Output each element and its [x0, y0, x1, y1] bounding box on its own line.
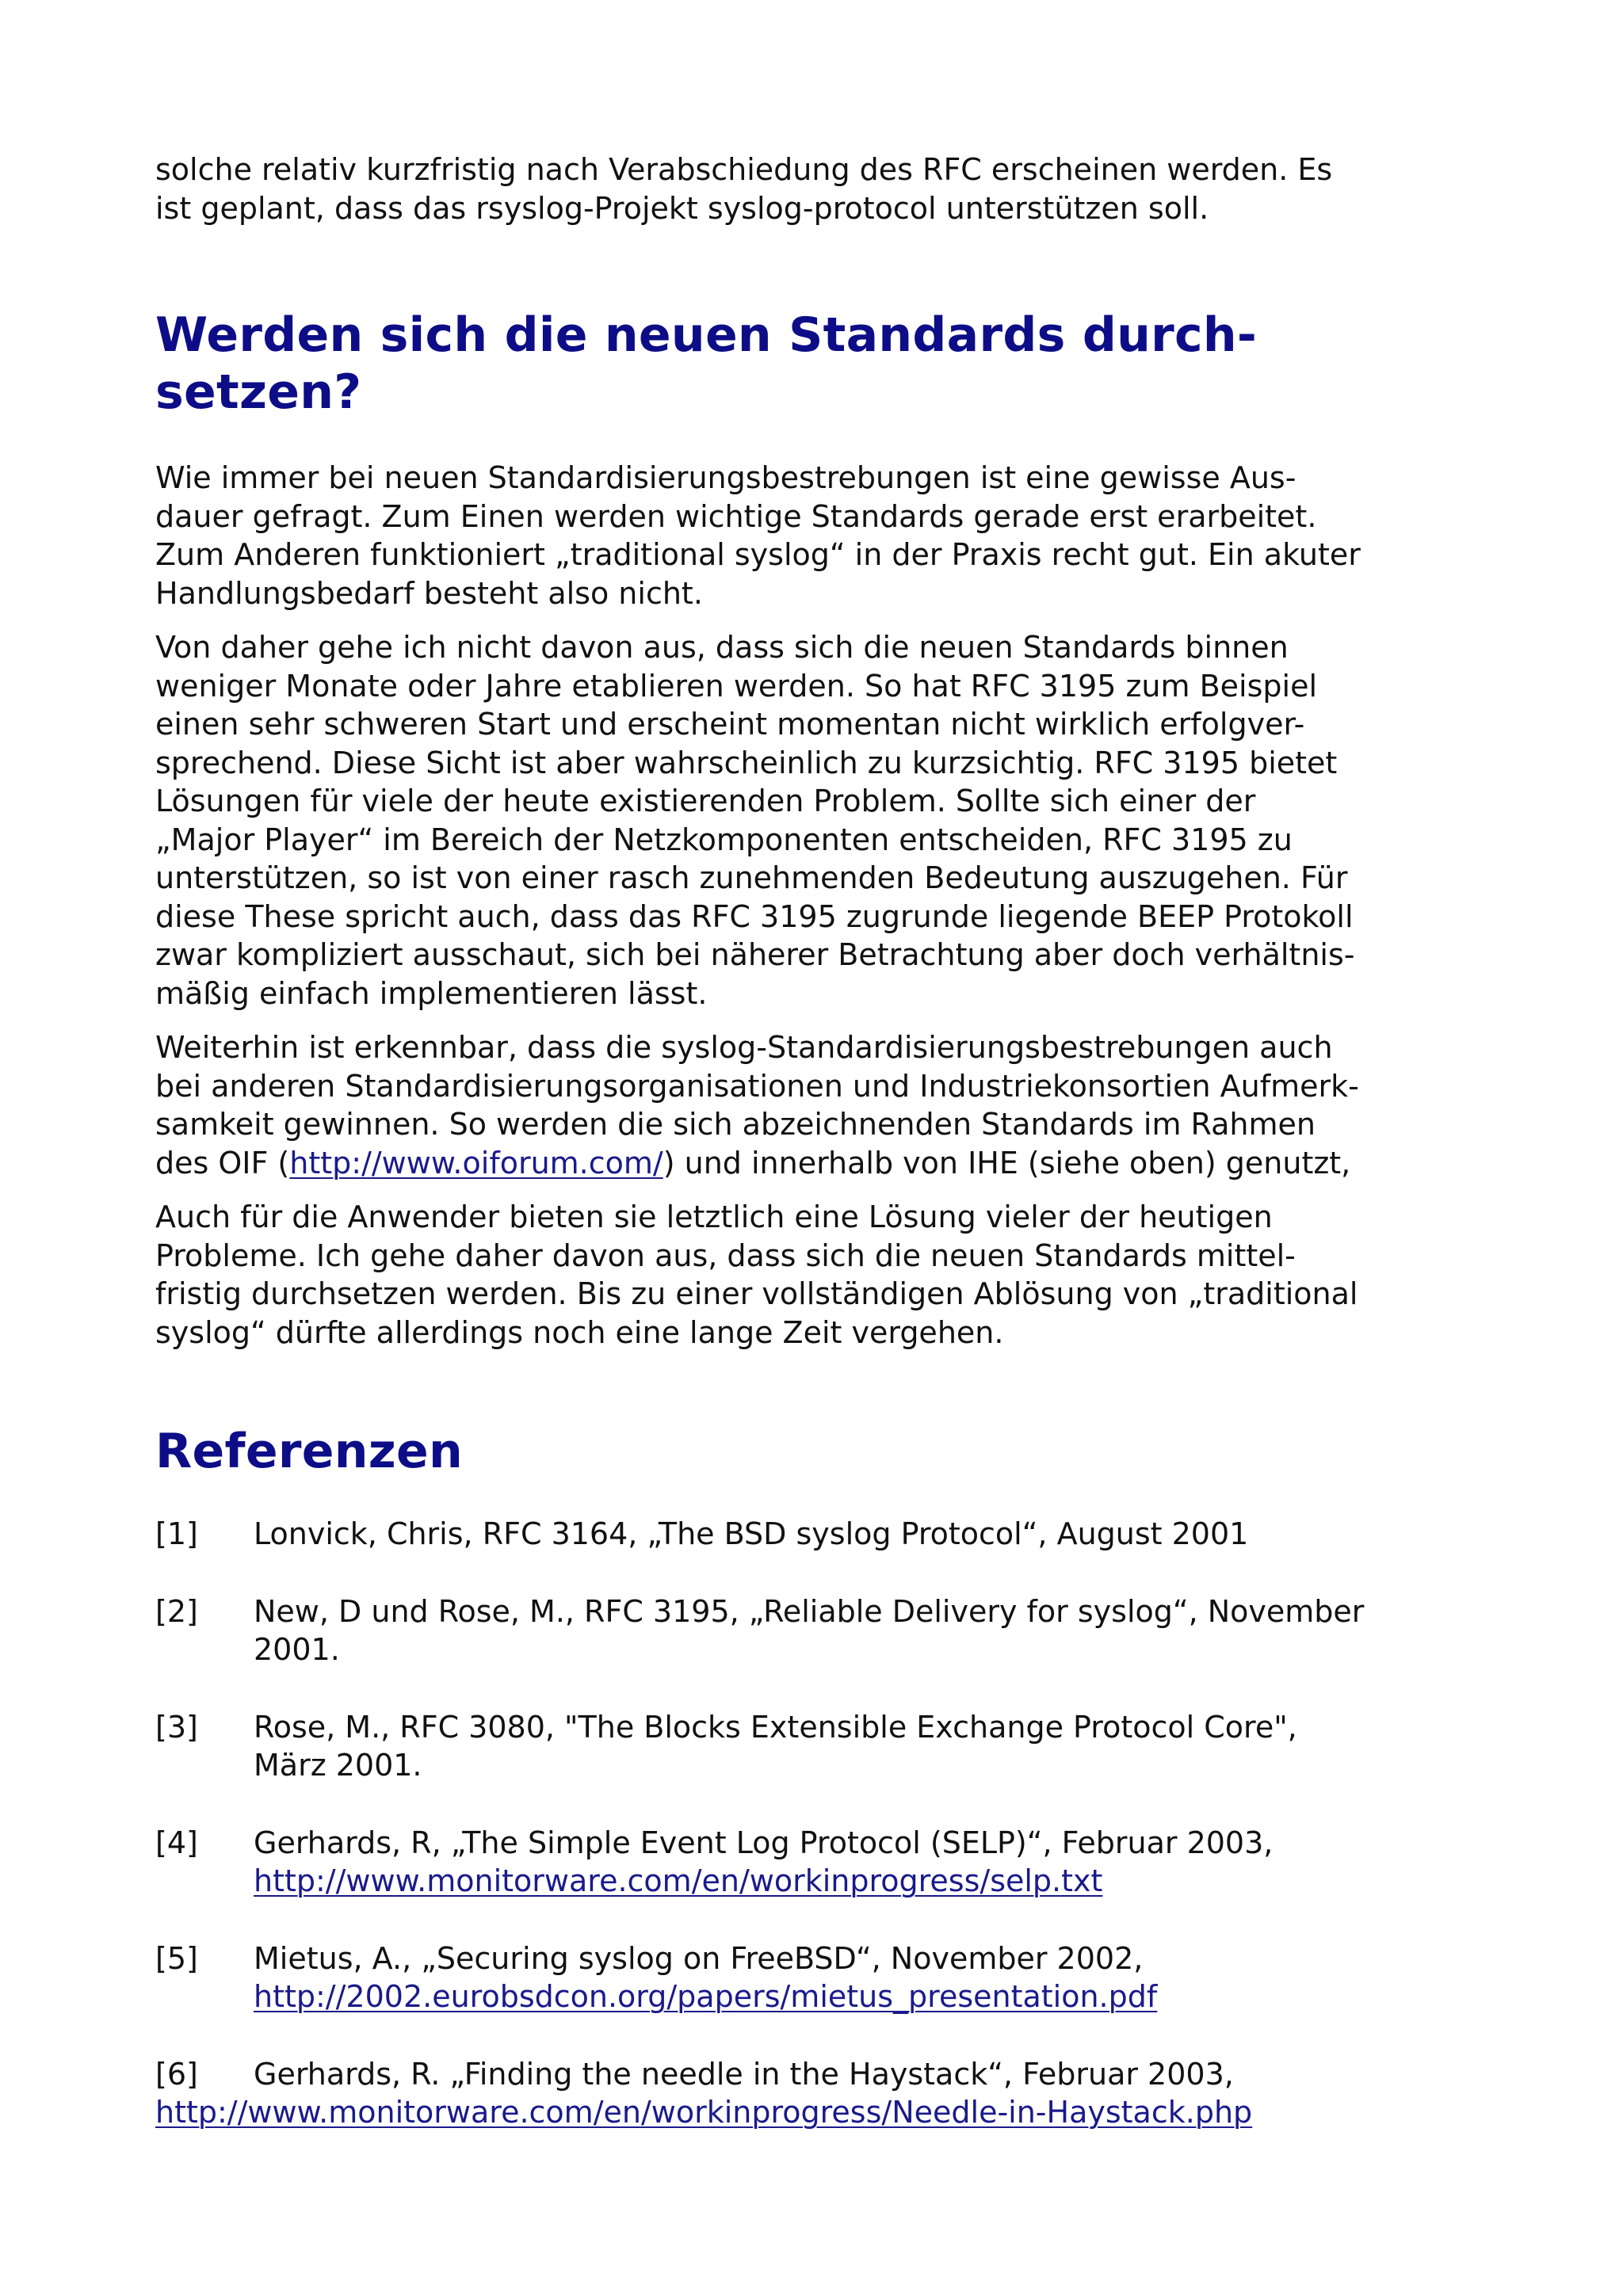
text-line: solche relativ kurzfristig nach Verabschiedung des RFC erscheinen werden. Es — [155, 152, 1333, 187]
text-line: Probleme. Ich gehe daher davon aus, dass sich die neuen Standards mittel- — [155, 1238, 1296, 1273]
text-line: syslog“ dürfte allerdings noch eine lange Zeit vergehen. — [155, 1314, 1004, 1350]
reference-number: [1] — [155, 1516, 198, 1551]
section-heading-standards — [155, 307, 1487, 421]
reference-item-4 — [155, 1824, 1487, 1901]
oiforum-link[interactable]: http://www.oiforum.com/ — [289, 1145, 663, 1180]
text-line: „Major Player“ im Bereich der Netzkomponenten entscheiden, RFC 3195 zu — [155, 822, 1293, 857]
reference-item-6 — [155, 2055, 1487, 2132]
reference-number: [5] — [155, 1940, 198, 1976]
heading-line: Werden sich die neuen Standards durch- — [155, 307, 1258, 363]
reference-link-line — [155, 2093, 1487, 2132]
reference-number: [2] — [155, 1593, 198, 1629]
paragraph-1 — [155, 459, 1487, 612]
text-line: Handlungsbedarf besteht also nicht. — [155, 575, 703, 611]
text-segment: des OIF ( — [155, 1145, 290, 1180]
reference-text: 2001. — [254, 1632, 340, 1667]
reference-number: [6] — [155, 2056, 198, 2092]
reference-text: Lonvick, Chris, RFC 3164, „The BSD syslog Protocol“, August 2001 — [254, 1516, 1249, 1551]
text-line: Zum Anderen funktioniert „traditional syslog“ in der Praxis recht gut. Ein akuter — [155, 537, 1361, 572]
reference-text: Gerhards, R. „Finding the needle in the Haystack“, Februar 2003, — [254, 2056, 1234, 2092]
text-line: fristig durchsetzen werden. Bis zu einer vollständigen Ablösung von „traditional — [155, 1276, 1358, 1311]
text-line: Lösungen für viele der heute existierenden Problem. Sollte sich einer der — [155, 784, 1256, 818]
reference-number: [4] — [155, 1825, 198, 1860]
reference-item-3 — [155, 1708, 1487, 1785]
text-line: Von daher gehe ich nicht davon aus, dass sich die neuen Standards binnen — [155, 630, 1289, 665]
text-line: unterstützen, so ist von einer rasch zunehmenden Bedeutung auszugehen. Für — [155, 860, 1348, 895]
reference-link-line — [254, 1978, 1487, 2016]
reference-text: März 2001. — [254, 1748, 422, 1783]
reference-link-line — [254, 1862, 1487, 1901]
section-heading-references: Referenzen — [155, 1424, 464, 1479]
intro-paragraph — [155, 151, 1487, 227]
reference-number: [3] — [155, 1709, 198, 1745]
document-page — [155, 151, 1487, 2171]
text-line: diese These spricht auch, dass das RFC 3195 zugrunde liegende BEEP Protokoll — [155, 898, 1354, 934]
text-line: mäßig einfach implementieren lässt. — [155, 975, 708, 1011]
text-line: Wie immer bei neuen Standardisierungsbestrebungen ist eine gewisse Aus- — [155, 460, 1296, 495]
reference-item-5 — [155, 1939, 1487, 2016]
reference-item-1 — [155, 1515, 1487, 1554]
text-line — [155, 1144, 1487, 1183]
text-line: dauer gefragt. Zum Einen werden wichtige Standards gerade erst erarbeitet. — [155, 498, 1317, 534]
reference-item-2 — [155, 1592, 1487, 1669]
reference-text: New, D und Rose, M., RFC 3195, „Reliable Delivery for syslog“, November — [254, 1593, 1365, 1629]
heading-line: setzen? — [155, 364, 362, 420]
reference-text: Gerhards, R, „The Simple Event Log Protocol (SELP)“, Februar 2003, — [254, 1825, 1274, 1860]
text-segment: ) und innerhalb von IHE (siehe oben) genutzt, — [663, 1145, 1351, 1180]
text-line: Weiterhin ist erkennbar, dass die syslog-Standardisierungsbestrebungen auch — [155, 1030, 1333, 1065]
reference-text: Rose, M., RFC 3080, "The Blocks Extensible Exchange Protocol Core", — [254, 1709, 1297, 1745]
needle-in-haystack-link[interactable]: http://www.monitorware.com/en/workinprogress/Needle-in-Haystack.php — [155, 2095, 1253, 2130]
paragraph-3 — [155, 1028, 1487, 1182]
paragraph-4 — [155, 1198, 1487, 1352]
text-line: sprechend. Diese Sicht ist aber wahrscheinlich zu kurzsichtig. RFC 3195 bietet — [155, 745, 1338, 780]
mietus-presentation-link[interactable]: http://2002.eurobsdcon.org/papers/mietus_presentation.pdf — [254, 1979, 1158, 2014]
reference-text: Mietus, A., „Securing syslog on FreeBSD“, November 2002, — [254, 1940, 1144, 1976]
text-line: samkeit gewinnen. So werden die sich abzeichnenden Standards im Rahmen — [155, 1107, 1316, 1142]
text-line: ist geplant, dass das rsyslog-Projekt syslog-protocol unterstützen soll. — [155, 190, 1209, 226]
paragraph-2 — [155, 628, 1487, 1013]
text-line: weniger Monate oder Jahre etablieren werden. So hat RFC 3195 zum Beispiel — [155, 668, 1318, 704]
selp-link[interactable]: http://www.monitorware.com/en/workinprogress/selp.txt — [254, 1863, 1103, 1898]
text-line: Auch für die Anwender bieten sie letztlich eine Lösung vieler der heutigen — [155, 1199, 1273, 1234]
text-line: einen sehr schweren Start und erscheint momentan nicht wirklich erfolgver- — [155, 707, 1305, 742]
text-line: bei anderen Standardisierungsorganisationen und Industriekonsortien Aufmerk- — [155, 1068, 1359, 1104]
text-line: zwar kompliziert ausschaut, sich bei näherer Betrachtung aber doch verhältnis- — [155, 937, 1355, 972]
